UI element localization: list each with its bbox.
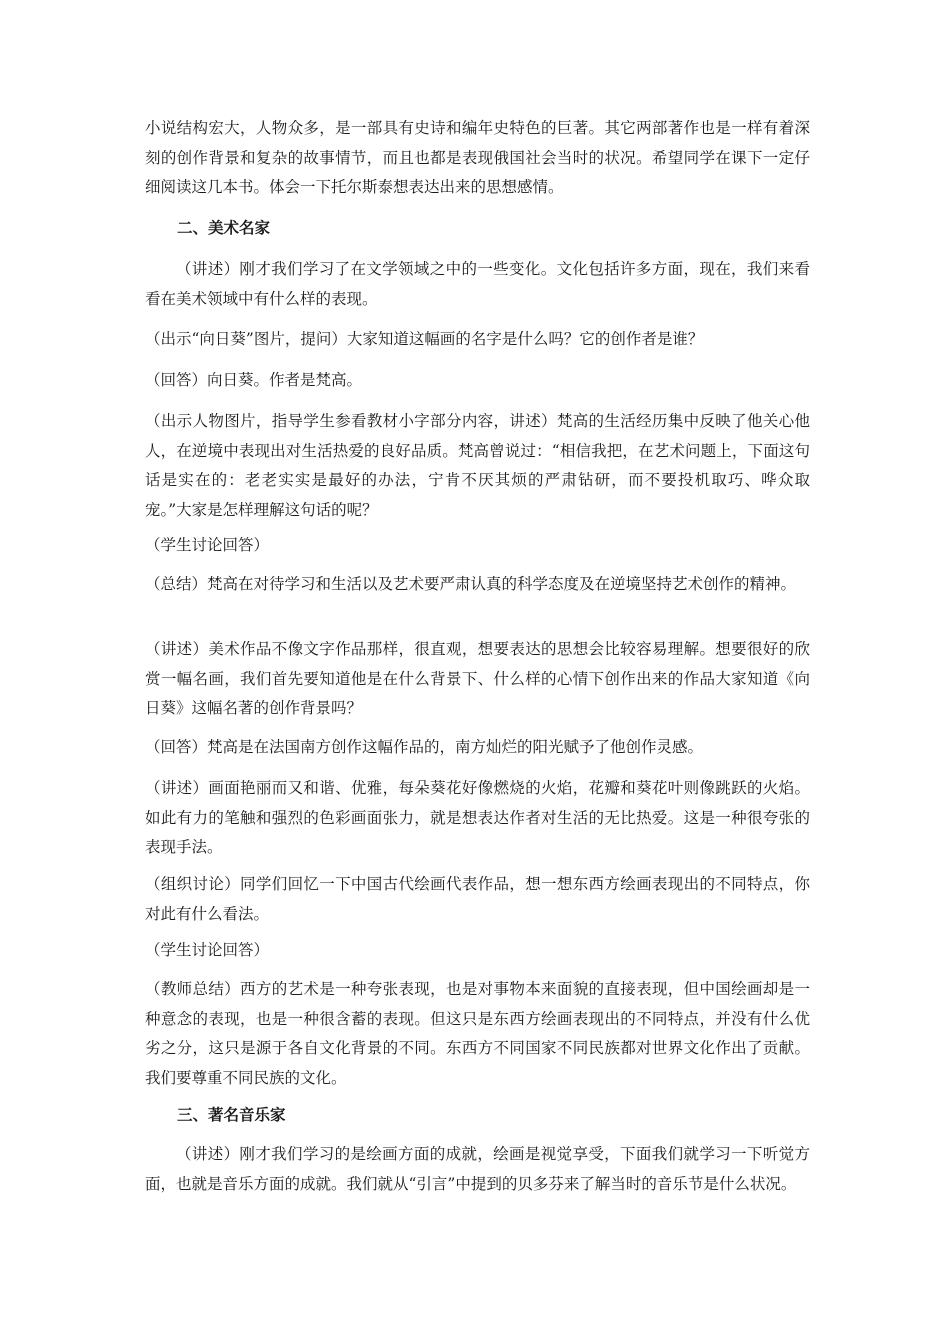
- paragraph-vangogh-quote: （出示人物图片，指导学生参看教材小字部分内容，讲述）梵高的生活经历集中反映了他关心他人，在逆境中表现出对生活热爱的良好品质。梵高曾说过：“相信我把，在艺术问题上，下面这句话是实在的：老老实实是最好的办法，宁肯不厌其烦的严肃钻研，而不要投机取巧、哗众取宠。”大家是怎样理解这句话的呢？: [145, 412, 810, 519]
- paragraph-show-sunflowers: （出示“向日葵”图片，提问）大家知道这幅画的名字是什么吗？它的创作者是谁？: [145, 330, 704, 348]
- paragraph-music-intro: （讲述）刚才我们学习的是绘画方面的成就，绘画是视觉享受，下面我们就学习一下听觉方面，也就是音乐方面的成就。我们就从“引言”中提到的贝多芬来了解当时的音乐节是什么状况。: [145, 1145, 810, 1193]
- section-heading-musicians: 三、著名音乐家: [177, 1106, 286, 1124]
- paragraph-tolstoy-works: 小说结构宏大，人物众多，是一部具有史诗和编年史特色的巨著。其它两部著作也是一样有着深刻的创作背景和复杂的故事情节，而且也都是表现俄国社会当时的状况。希望同学在课下一定仔细阅读这几本书。体会一下托尔斯泰想表达出来的思想感情。: [145, 119, 810, 196]
- paragraph-teacher-summary: （教师总结）西方的艺术是一种夸张表现，也是对事物本来面貌的直接表现，但中国绘画却是一种意念的表现，也是一种很含蓄的表现。但这只是东西方绘画表现出的不同特点，并没有什么优劣之分，这只是源于各自文化背景的不同。东西方不同国家不同民族都对世界文化作出了贡献。我们要尊重不同民族的文化。: [145, 980, 810, 1087]
- paragraph-summary-vangogh: （总结）梵高在对待学习和生活以及艺术要严肃认真的科学态度及在逆境坚持艺术创作的精神。: [145, 575, 797, 593]
- paragraph-answer-background: （回答）梵高是在法国南方创作这幅作品的，南方灿烂的阳光赋予了他创作灵感。: [145, 738, 704, 756]
- paragraph-organize-discussion: （组织讨论）同学们回忆一下中国古代绘画代表作品，想一想东西方绘画表现出的不同特点，你对此有什么看法。: [145, 875, 810, 923]
- paragraph-student-discussion-2: （学生讨论回答）: [145, 941, 270, 959]
- section-heading-art-masters: 二、美术名家: [177, 219, 271, 237]
- paragraph-art-intro: （讲述）刚才我们学习了在文学领域之中的一些变化。文化包括许多方面，现在，我们来看看在美术领域中有什么样的表现。: [145, 260, 810, 308]
- paragraph-answer-vangogh: （回答）向日葵。作者是梵高。: [145, 371, 363, 389]
- paragraph-student-discussion-1: （学生讨论回答）: [145, 536, 270, 554]
- paragraph-art-appreciation: （讲述）美术作品不像文字作品那样，很直观，想要表达的思想会比较容易理解。想要很好的欣赏一幅名画，我们首先要知道他是在什么背景下、什么样的心情下创作出来的作品大家知道《向日葵》这幅名著的创作背景吗？: [145, 640, 810, 717]
- paragraph-painting-description: （讲述）画面艳丽而又和谐、优雅，每朵葵花好像燃烧的火焰，花瓣和葵花叶则像跳跃的火焰。如此有力的笔触和强烈的色彩画面张力，就是想表达作者对生活的无比热爱。这是一种很夸张的表现手法。: [145, 779, 810, 856]
